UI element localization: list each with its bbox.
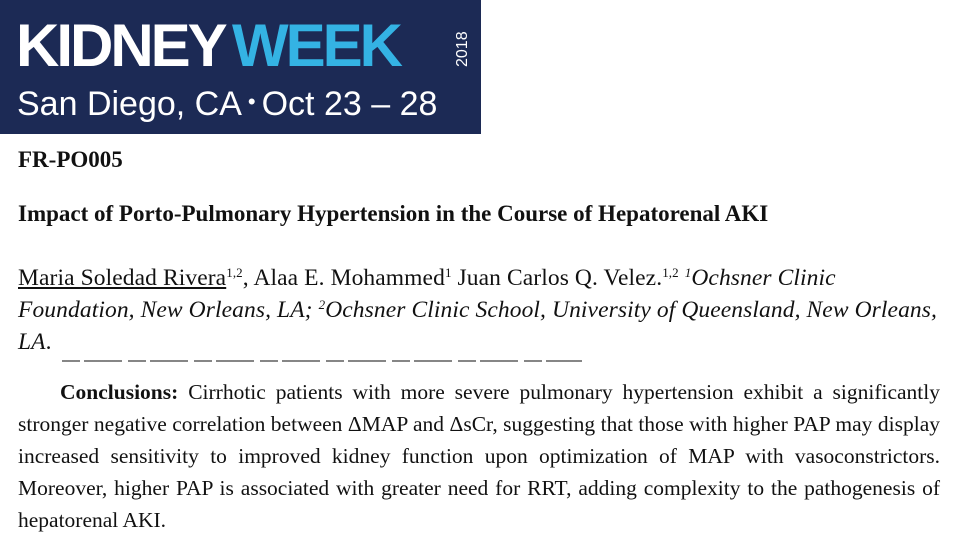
authors-block [18,262,943,358]
logo-city: San Diego, CA [17,85,242,123]
affiliation-text: Ochsner Clinic School, University of Queensland, New Orleans, LA [18,297,937,355]
author-name: Maria Soledad Rivera [18,265,227,291]
conclusions-label: Conclusions: [60,380,179,404]
logo-year: 2018 [454,31,471,67]
logo-word-kidney: KIDNEY [16,12,225,79]
abstract-title: Impact of Porto-Pulmonary Hypertension in the Course of Hepatorenal AKI [18,201,769,226]
cropped-text-edge [62,358,582,364]
logo-word-week: WEEK [232,12,400,79]
author-separator: , [242,265,254,291]
kidney-week-banner [0,0,481,134]
affiliations-end: . [45,329,52,355]
conclusions-text: Cirrhotic patients with more severe pulmonary hypertension exhibit a significantly stronger negative correlation between ΔMAP and ΔsCr, suggesting that those with higher PAP may display increased sensitivity to improved kidney function upon optimization of MAP with vasoconstrictors. Moreover, higher PAP is associated with greater need for RRT, adding complexity to the pathogenesis of hepatorenal AKI. [18,380,941,532]
author-affiliation-number: 1 [444,265,452,280]
affiliation-number: 2 [318,297,326,312]
author-name: Alaa E. Mohammed [253,265,445,291]
author-name: Juan Carlos Q. Velez. [457,265,663,291]
author-affiliation-number: 1,2 [662,265,679,280]
author-affiliation-number: 1,2 [226,265,243,280]
conclusions-paragraph [18,376,940,536]
abstract-id: FR-PO005 [18,147,123,172]
logo-dates: Oct 23 – 28 [261,85,438,123]
affiliation-text: Ochsner Clinic Foundation, New Orleans, LA; [18,265,836,323]
logo-bullet: • [247,89,256,114]
logo-location-dates [17,82,437,124]
affiliation-number: 1 [684,265,692,280]
